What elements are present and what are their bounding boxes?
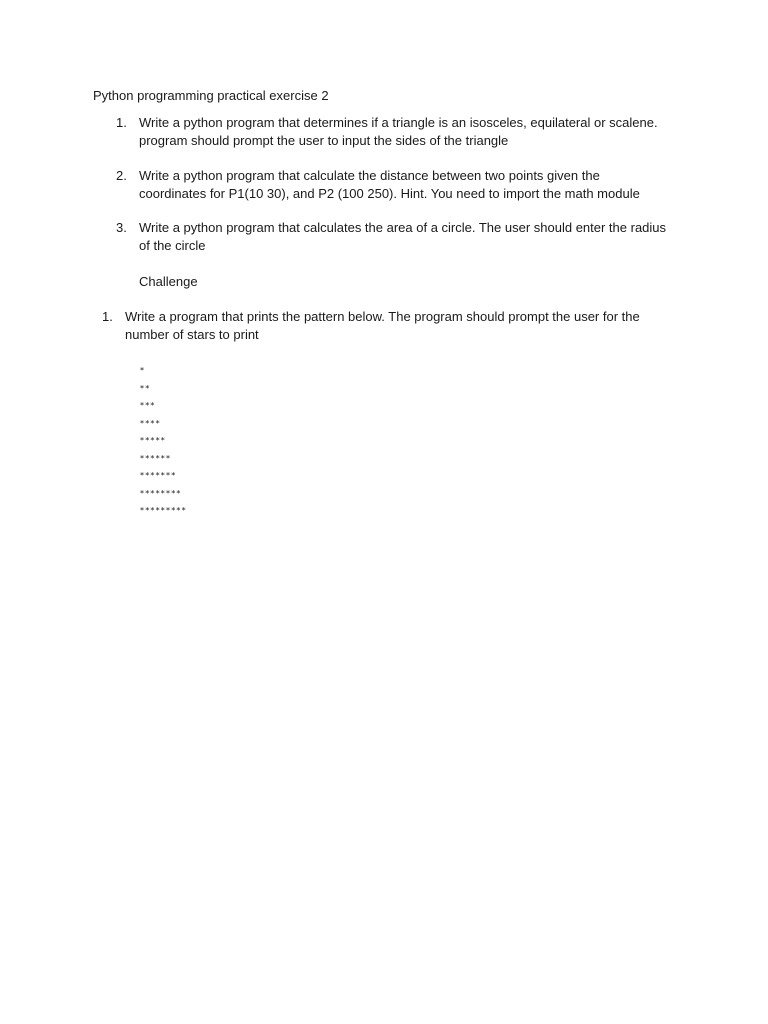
list-number: 2.	[116, 168, 127, 183]
exercise-text	[139, 114, 679, 149]
star-row: **	[140, 383, 151, 393]
text-line: of the circle	[139, 237, 206, 253]
star-row: *	[140, 366, 146, 375]
text-line: Write a python program that calculates the area of a circle. The user should enter the radius	[139, 220, 667, 235]
star-pattern	[140, 362, 187, 520]
list-number: 1.	[116, 115, 127, 130]
exercise-text	[139, 219, 684, 254]
star-row: ***	[140, 401, 156, 410]
star-row: *****	[140, 436, 166, 445]
challenge-text	[125, 308, 670, 343]
challenge-heading: Challenge	[139, 274, 198, 289]
text-line: Write a python program that determines if a triangle is an isosceles, equilateral or scalene.	[139, 115, 658, 130]
list-number: 3.	[116, 220, 127, 235]
text-line: Write a program that prints the pattern below. The program should prompt the user for the	[125, 309, 640, 324]
text-line: number of stars to print	[125, 326, 259, 342]
star-row: ******	[140, 453, 172, 463]
document-title: Python programming practical exercise 2	[93, 88, 329, 103]
star-row: ********	[140, 488, 182, 498]
list-number: 1.	[102, 309, 113, 324]
exercise-text	[139, 167, 679, 202]
star-row: *********	[140, 506, 187, 515]
star-row: ****	[140, 418, 161, 428]
text-line: program should prompt the user to input the sides of the triangle	[139, 132, 509, 148]
star-row: *******	[140, 471, 177, 480]
text-line: Write a python program that calculate the distance between two points given the	[139, 168, 600, 183]
text-line: coordinates for P1(10 30), and P2 (100 250). Hint. You need to import the math module	[139, 185, 640, 201]
